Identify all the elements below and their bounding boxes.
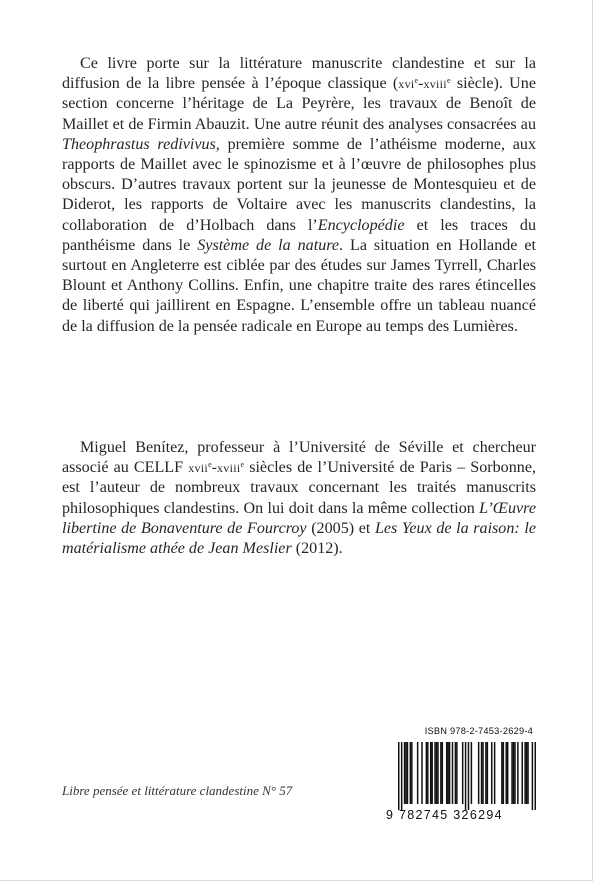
barcode-bar (398, 742, 400, 810)
barcode-bar (455, 742, 457, 804)
barcode-bar (501, 742, 503, 804)
barcode-bar (417, 742, 419, 804)
barcode-bar (521, 742, 523, 804)
italic-title: Theophrastus redivivus, (62, 135, 220, 153)
text-run: (2005) et (306, 519, 375, 537)
barcode-bar (513, 742, 515, 804)
century-numeral: xviii (217, 461, 241, 476)
barcode-bar (447, 742, 449, 804)
barcode-bar (471, 742, 473, 804)
text-run: . La situation en Hollande et surtout en Angleterre est ciblée par des études sur James Tyrrell, Charles Blount et Anthony Collins. Enfin, une chapitre traite des rares étincelles de liberté qui jaillirent en Espagne. L’ensemble offre un tableau nuancé de la diffusion de la pensée radicale en Europe au temps des Lumières. (62, 236, 536, 335)
text-run: siècle). Une section concerne l’héritage de La Peyrère, les travaux de Benoît de Maillet et de Firmin Abauzit. Une autre réunit des analyses consacrées au (62, 75, 536, 133)
barcode-bar (407, 742, 409, 804)
italic-title: Les Yeux de la raison: le matérialisme athée de Jean Meslier (62, 519, 536, 558)
author-bio-paragraph (62, 438, 536, 559)
barcode-bar (436, 742, 438, 804)
barcode-bar (527, 742, 529, 804)
barcode-bar (449, 742, 451, 804)
barcode-bar (434, 742, 436, 804)
barcode-bar (487, 742, 489, 804)
italic-title: Encyclopédie (317, 216, 405, 234)
superscript: e (240, 460, 245, 470)
separator: - (418, 75, 424, 93)
separator: - (211, 459, 217, 477)
barcode-bar (404, 742, 406, 804)
barcode-bar (426, 742, 428, 804)
text-run: (2012). (291, 540, 343, 558)
italic-title: Système de la nature (197, 236, 340, 254)
superscript: e (208, 460, 212, 470)
barcode-bar (462, 742, 464, 804)
text-run: siècles de l’Université de Paris – Sorbonne, est l’auteur de nombreux travaux concernant les traités manuscrits philosophiques clandestins. On lui doit dans la même collection (62, 459, 536, 517)
barcode-bar (421, 742, 423, 804)
century-numeral: xviii (423, 77, 447, 92)
barcode-bar (482, 742, 484, 804)
barcode-bar (485, 742, 487, 804)
barcode-bar (491, 742, 493, 804)
barcode-bar (494, 742, 496, 804)
text-run: Ce livre porte sur la littérature manuscrite clandestine et sur la diffusion de la libre pensée à l’époque classique ( (62, 55, 536, 93)
barcode-bar (465, 742, 467, 810)
century-numeral: xvi (398, 77, 415, 92)
superscript: e (446, 76, 451, 86)
barcode-bar (430, 742, 432, 804)
barcode-bar (511, 742, 513, 804)
isbn-label: ISBN 978-2-7453-2629-4 (424, 726, 533, 736)
barcode-bar (503, 742, 505, 804)
barcode-bar (437, 742, 439, 804)
barcode-bar (431, 742, 433, 804)
barcode-bar (411, 742, 413, 804)
text-run: Miguel Benítez, professeur à l’Université de Séville et chercheur associé au CELLF (62, 439, 536, 477)
superscript: e (414, 76, 419, 86)
barcode-bar (507, 742, 509, 804)
text-run: et les traces du panthéisme dans le (62, 216, 536, 254)
barcode-bar (401, 742, 403, 810)
description-paragraph (62, 54, 536, 337)
barcode-bar (514, 742, 516, 804)
barcode-bar (440, 742, 442, 804)
barcode-bar (481, 742, 483, 804)
century-numeral: xvii (188, 461, 209, 476)
barcode-bar (517, 742, 519, 804)
text-run: première somme de l’athéisme moderne, aux rapports de Maillet avec le spinozisme et à l’œuvre de philosophes plus obscurs. D’autres travaux portent sur la jeunesse de Montesquieu et de Diderot, les rapports de Voltaire avec les manuscrits clandestins, la collaboration de d’Holbach dans l’ (62, 135, 536, 234)
barcode-bar (505, 742, 507, 804)
series-line: Libre pensée et littérature clandestine N° 57 (62, 783, 293, 798)
barcode-bar (410, 742, 412, 804)
barcode-bar (478, 742, 480, 804)
barcode-bar (452, 742, 454, 804)
barcode-icon (398, 742, 536, 810)
barcode-digits: 9 782745 326294 (386, 808, 503, 822)
italic-title: L’Œuvre libertine de Bonaventure de Fourcroy (62, 499, 536, 537)
barcode-bar (524, 742, 526, 804)
barcode-bar (442, 742, 444, 804)
barcode-bar (526, 742, 528, 804)
barcode-bar (535, 742, 536, 810)
barcode-bar (456, 742, 458, 804)
barcode-bar (405, 742, 407, 804)
barcode-bar (446, 742, 448, 804)
barcode-bar (532, 742, 534, 810)
barcode-bar (427, 742, 429, 804)
barcode-bar (468, 742, 470, 810)
